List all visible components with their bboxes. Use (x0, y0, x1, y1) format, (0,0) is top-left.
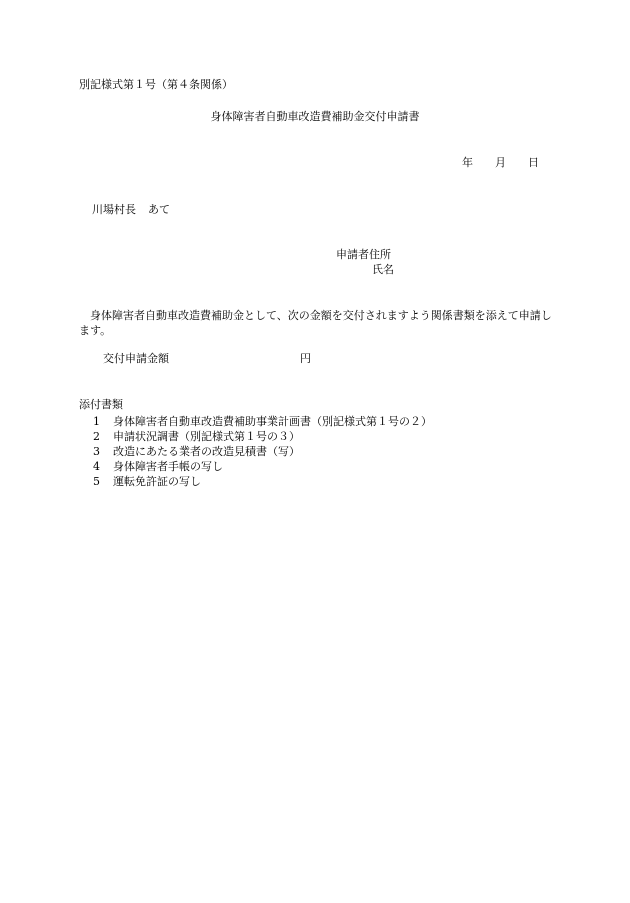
attachment-item (93, 414, 432, 429)
addressee (92, 204, 170, 215)
form-number: 別記様式第１号（第４条関係） (79, 78, 233, 91)
attachment-item (93, 459, 432, 474)
attachment-text: 身体障害者手帳の写し (113, 460, 223, 473)
attachment-text: 身体障害者自動車改造費補助事業計画書（別記様式第１号の２） (113, 415, 432, 428)
attachments-list (93, 414, 432, 489)
attachment-number: 2 (93, 430, 100, 443)
attachment-item (93, 474, 432, 489)
applicant-name-label: 氏名 (372, 263, 394, 276)
attachment-number: 1 (93, 415, 100, 428)
date-month-label: 月 (495, 156, 506, 169)
amount-label: 交付申請金額 (103, 352, 169, 365)
application-body-text: 身体障害者自動車改造費補助金として、次の金額を交付されますよう関係書類を添えて申請します。 (79, 309, 552, 337)
attachment-text: 申請状況調書（別記様式第１号の３） (113, 430, 300, 443)
date-line (440, 157, 539, 168)
document-title: 身体障害者自動車改造費補助金交付申請書 (210, 110, 420, 123)
attachment-number: 4 (93, 460, 100, 473)
attachments-heading: 添付書類 (79, 398, 123, 411)
attachment-number: 5 (93, 475, 100, 488)
addressee-suffix: あて (148, 203, 170, 216)
date-day-label: 日 (528, 156, 539, 169)
applicant-address-label: 申請者住所 (336, 248, 391, 261)
addressee-name: 川場村長 (92, 203, 136, 216)
attachment-text: 運転免許証の写し (113, 475, 201, 488)
attachment-item (93, 444, 432, 459)
attachment-item (93, 429, 432, 444)
amount-unit: 円 (300, 352, 311, 365)
attachment-number: 3 (93, 445, 100, 458)
attachment-text: 改造にあたる業者の改造見積書（写） (113, 445, 300, 458)
date-year-label: 年 (462, 156, 473, 169)
